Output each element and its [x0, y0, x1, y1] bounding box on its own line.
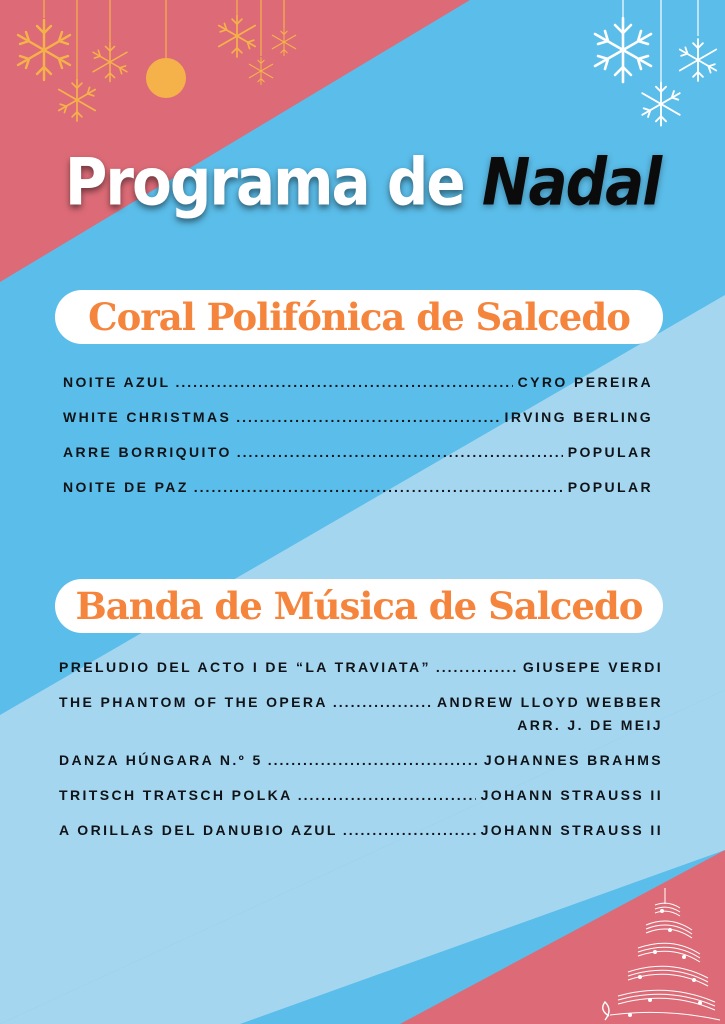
program-item	[63, 409, 653, 444]
composer: IRVING BERLING	[504, 409, 653, 425]
dot-leader	[236, 409, 499, 425]
program-item	[63, 374, 653, 409]
piece-title: ARRE BORRIQUITO	[63, 444, 232, 460]
section-2-heading: Banda de Música de Salcedo	[55, 579, 663, 633]
piece-title: THE PHANTOM OF THE OPERA	[59, 694, 328, 710]
program-item	[59, 787, 663, 822]
dot-leader	[436, 659, 518, 675]
dot-leader	[333, 694, 432, 710]
section-1-list	[63, 374, 653, 514]
composer: GIUSEPE VERDI	[522, 659, 663, 675]
dot-leader	[175, 374, 512, 390]
dot-leader	[343, 822, 476, 838]
piece-title: NOITE AZUL	[63, 374, 171, 390]
composer: POPULAR	[567, 479, 653, 495]
piece-title: DANZA HÚNGARA N.º 5	[59, 752, 263, 768]
piece-title: WHITE CHRISTMAS	[63, 409, 232, 425]
program-item	[59, 822, 663, 857]
composer: ANDREW LLOYD WEBBER	[436, 694, 663, 710]
arranger: ARR. J. DE MEIJ	[517, 717, 663, 733]
composer: CYRO PEREIRA	[517, 374, 653, 390]
piece-title: A ORILLAS DEL DANUBIO AZUL	[59, 822, 338, 838]
dot-leader	[298, 787, 476, 803]
dot-leader	[237, 444, 563, 460]
dot-leader	[268, 752, 479, 768]
composer: JOHANNES BRAHMS	[483, 752, 663, 768]
section-2-list	[59, 659, 663, 857]
program-item	[59, 752, 663, 787]
program-item	[63, 479, 653, 514]
program-item	[59, 659, 663, 694]
dot-leader	[194, 479, 563, 495]
title-word-1: Programa de	[64, 143, 464, 221]
composer: POPULAR	[567, 444, 653, 460]
section-1-heading: Coral Polifónica de Salcedo	[55, 290, 663, 344]
piece-title: NOITE DE PAZ	[63, 479, 189, 495]
composer: JOHANN STRAUSS II	[480, 787, 663, 803]
program-item	[63, 444, 653, 479]
piece-title: PRELUDIO DEL ACTO I DE “LA TRAVIATA”	[59, 659, 431, 675]
piece-title: TRITSCH TRATSCH POLKA	[59, 787, 293, 803]
title-word-2: Nadal	[481, 143, 661, 221]
composer: JOHANN STRAUSS II	[480, 822, 663, 838]
page-title	[0, 144, 725, 220]
